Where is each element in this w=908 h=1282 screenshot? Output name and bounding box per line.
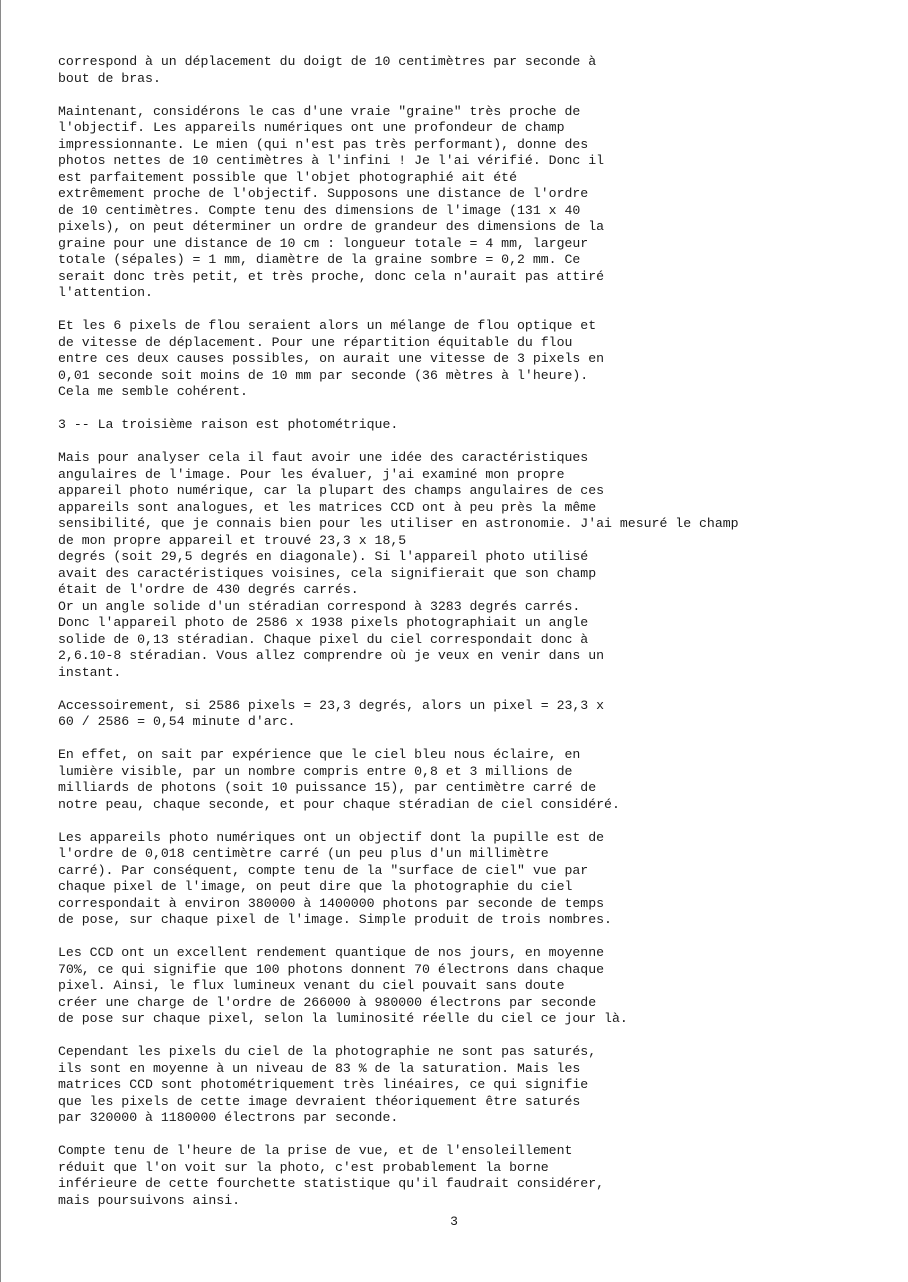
text-line: l'objectif. Les appareils numériques ont une profondeur de champ xyxy=(58,120,565,135)
text-line: totale (sépales) = 1 mm, diamètre de la graine sombre = 0,2 mm. Ce xyxy=(58,252,581,267)
text-line: solide de 0,13 stéradian. Chaque pixel du ciel correspondait donc à xyxy=(58,631,589,647)
text-line: correspond à un déplacement du doigt de 10 centimètres par seconde à xyxy=(58,54,597,69)
text-line: l'attention. xyxy=(58,285,153,300)
text-line: extrêmement proche de l'objectif. Supposons une distance de l'ordre xyxy=(58,186,589,201)
text-line: serait donc très petit, et très proche, donc cela n'aurait pas attiré xyxy=(58,268,605,284)
text-line: de mon propre appareil et trouvé 23,3 x 18,5 xyxy=(58,532,407,548)
text-line: 0,01 seconde soit moins de 10 mm par seconde (36 mètres à l'heure). xyxy=(58,367,589,383)
text-line: sensibilité, que je connais bien pour les utiliser en astronomie. J'ai mesuré le champ xyxy=(58,516,739,531)
text-line: chaque pixel de l'image, on peut dire que la photographie du ciel xyxy=(58,879,573,894)
text-line: impressionnante. Le mien (qui n'est pas très performant), donne des xyxy=(58,136,589,152)
text-line: de 10 centimètres. Compte tenu des dimensions de l'image (131 x 40 xyxy=(58,202,581,218)
paragraph xyxy=(58,318,898,401)
text-line: que les pixels de cette image devraient théoriquement être saturés xyxy=(58,1093,581,1109)
paragraph xyxy=(58,747,898,813)
text-line: mais poursuivons ainsi. xyxy=(58,1192,241,1208)
text-line: Les appareils photo numériques ont un objectif dont la pupille est de xyxy=(58,829,605,845)
text-line: bout de bras. xyxy=(58,70,161,86)
text-line: degrés (soit 29,5 degrés en diagonale). Si l'appareil photo utilisé xyxy=(58,549,589,564)
text-line: milliards de photons (soit 10 puissance 15), par centimètre carré de xyxy=(58,780,597,795)
text-line: est parfaitement possible que l'objet photographié ait été xyxy=(58,169,517,185)
page-number: 3 xyxy=(450,1214,458,1229)
paragraph xyxy=(58,54,898,87)
text-line: Les CCD ont un excellent rendement quantique de nos jours, en moyenne xyxy=(58,945,605,960)
text-line: créer une charge de l'ordre de 266000 à 980000 électrons par seconde xyxy=(58,994,597,1010)
paragraph xyxy=(58,104,898,302)
text-line: pixels), on peut déterminer un ordre de grandeur des dimensions de la xyxy=(58,219,605,234)
text-line: l'ordre de 0,018 centimètre carré (un peu plus d'un millimètre xyxy=(58,846,549,861)
text-line: correspondait à environ 380000 à 1400000 photons par seconde de temps xyxy=(58,895,605,911)
text-line: angulaires de l'image. Pour les évaluer, j'ai examiné mon propre xyxy=(58,466,565,482)
text-line: 3 -- La troisième raison est photométrique. xyxy=(58,417,399,432)
text-line: carré). Par conséquent, compte tenu de la "surface de ciel" vue par xyxy=(58,862,589,878)
text-line: réduit que l'on voit sur la photo, c'est probablement la borne xyxy=(58,1159,549,1175)
text-line: ils sont en moyenne à un niveau de 83 % de la saturation. Mais les xyxy=(58,1060,581,1076)
paragraph xyxy=(58,945,898,1028)
text-line: par 320000 à 1180000 électrons par seconde. xyxy=(58,1110,399,1125)
text-line: Cependant les pixels du ciel de la photographie ne sont pas saturés, xyxy=(58,1044,597,1059)
text-line: Maintenant, considérons le cas d'une vraie "graine" très proche de xyxy=(58,103,581,119)
text-line: Mais pour analyser cela il faut avoir une idée des caractéristiques xyxy=(58,450,589,465)
text-line: avait des caractéristiques voisines, cela signifierait que son champ xyxy=(58,565,597,581)
text-line: Et les 6 pixels de flou seraient alors un mélange de flou optique et xyxy=(58,318,597,333)
document-page xyxy=(58,54,898,1226)
text-line: notre peau, chaque seconde, et pour chaque stéradian de ciel considéré. xyxy=(58,796,620,812)
text-line: 70%, ce qui signifie que 100 photons donnent 70 électrons dans chaque xyxy=(58,961,605,977)
text-line: lumière visible, par un nombre compris entre 0,8 et 3 millions de xyxy=(58,763,573,779)
text-line: photos nettes de 10 centimètres à l'infini ! Je l'ai vérifié. Donc il xyxy=(58,153,605,168)
text-line: de pose, sur chaque pixel de l'image. Simple produit de trois nombres. xyxy=(58,912,612,927)
paragraph xyxy=(58,450,898,681)
text-line: 60 / 2586 = 0,54 minute d'arc. xyxy=(58,714,296,729)
paragraph xyxy=(58,698,898,731)
text-line: Accessoirement, si 2586 pixels = 23,3 degrés, alors un pixel = 23,3 x xyxy=(58,697,605,713)
text-line: appareil photo numérique, car la plupart des champs angulaires de ces xyxy=(58,483,605,498)
paragraph xyxy=(58,830,898,929)
text-line: inférieure de cette fourchette statistique qu'il faudrait considérer, xyxy=(58,1176,605,1191)
paragraph xyxy=(58,1044,898,1127)
text-line: instant. xyxy=(58,664,122,680)
text-line: Donc l'appareil photo de 2586 x 1938 pixels photographiait un angle xyxy=(58,615,589,630)
paragraph xyxy=(58,1143,898,1209)
text-line: pixel. Ainsi, le flux lumineux venant du ciel pouvait sans doute xyxy=(58,978,565,993)
page-left-edge xyxy=(0,0,1,1282)
text-line: appareils sont analogues, et les matrices CCD ont à peu près la même xyxy=(58,499,597,515)
text-line: Or un angle solide d'un stéradian correspond à 3283 degrés carrés. xyxy=(58,598,581,614)
paragraph xyxy=(58,417,898,434)
text-line: graine pour une distance de 10 cm : longueur totale = 4 mm, largeur xyxy=(58,235,589,251)
text-line: Compte tenu de l'heure de la prise de vue, et de l'ensoleillement xyxy=(58,1143,573,1158)
text-line: de pose sur chaque pixel, selon la luminosité réelle du ciel ce jour là. xyxy=(58,1011,628,1026)
text-line: Cela me semble cohérent. xyxy=(58,384,248,399)
text-line: était de l'ordre de 430 degrés carrés. xyxy=(58,582,359,597)
text-line: En effet, on sait par expérience que le ciel bleu nous éclaire, en xyxy=(58,747,581,762)
text-line: entre ces deux causes possibles, on aurait une vitesse de 3 pixels en xyxy=(58,351,605,366)
text-line: de vitesse de déplacement. Pour une répartition équitable du flou xyxy=(58,334,573,350)
text-line: 2,6.10-8 stéradian. Vous allez comprendre où je veux en venir dans un xyxy=(58,648,605,663)
text-line: matrices CCD sont photométriquement très linéaires, ce qui signifie xyxy=(58,1077,589,1092)
